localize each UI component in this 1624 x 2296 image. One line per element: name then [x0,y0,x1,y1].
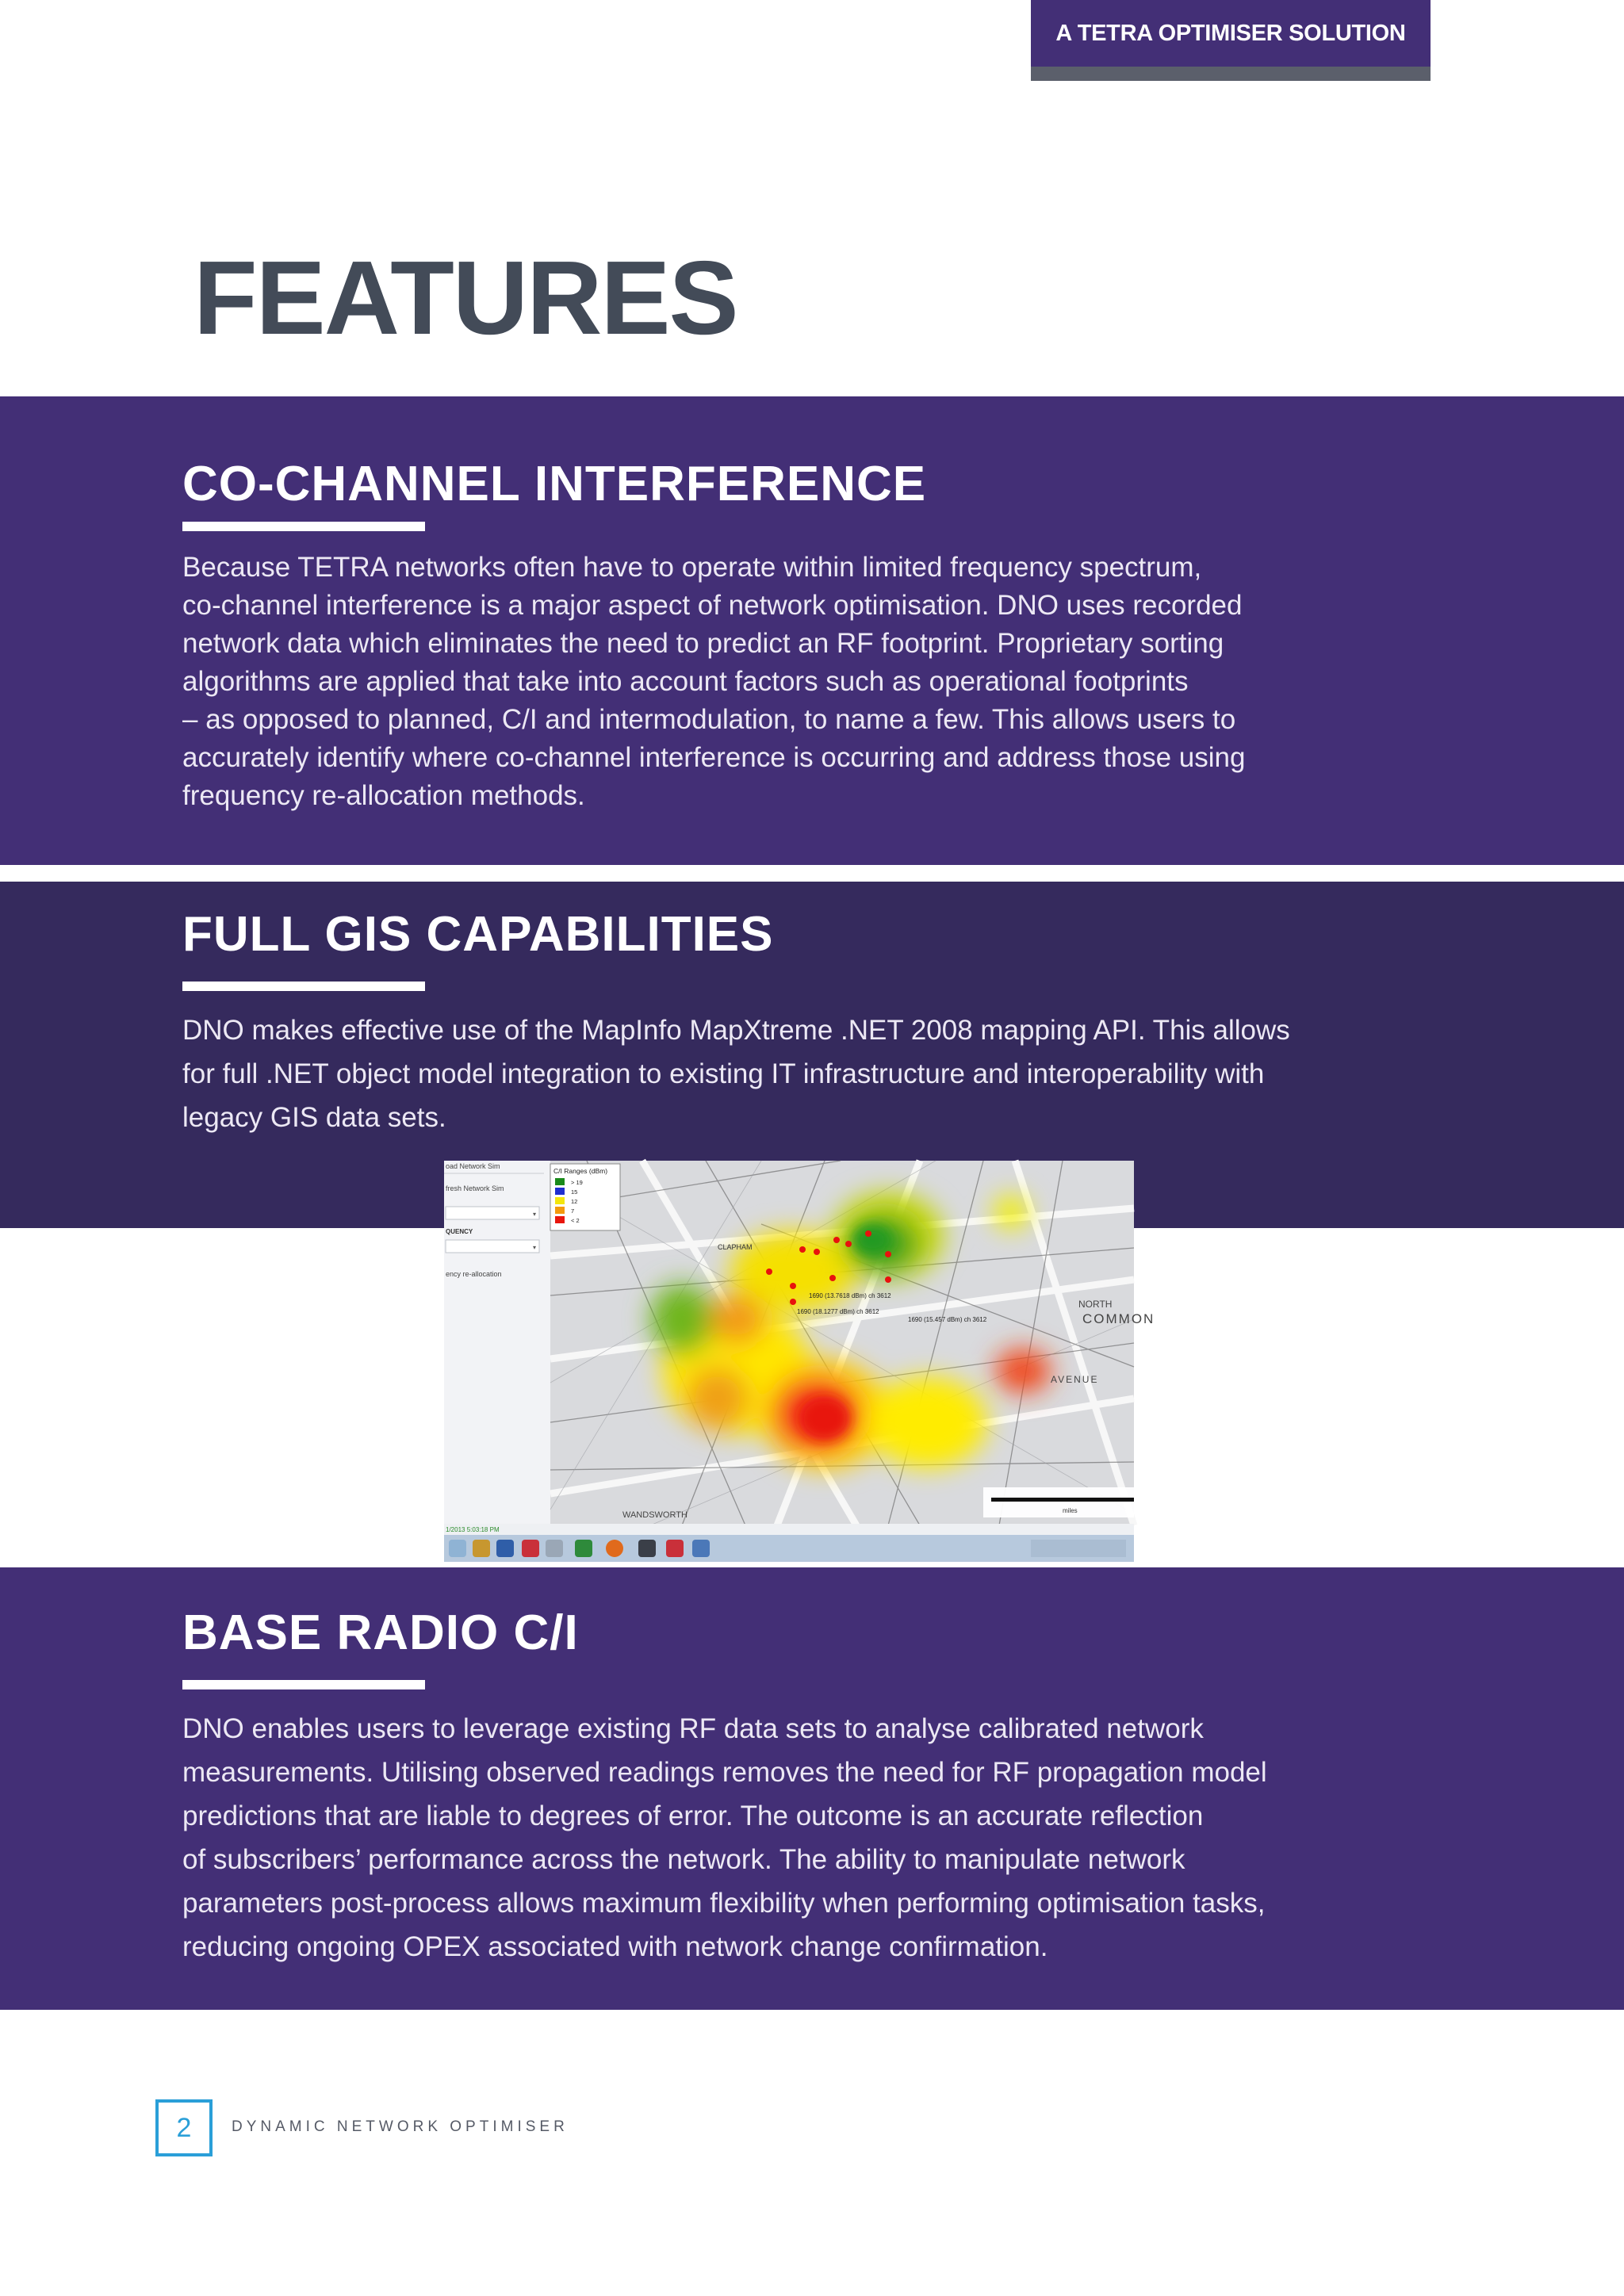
body-line: for full .NET object model integration to existing IT infrastructure and interoperability with [182,1058,1265,1089]
page-title: FEATURES [193,239,737,356]
site-label: 1690 (18.1277 dBm) ch 3612 [797,1308,879,1315]
system-tray [1031,1540,1126,1557]
place-label: NORTH [1078,1299,1113,1310]
panel-dropdown[interactable] [446,1207,539,1219]
svg-text:▾: ▾ [533,1211,537,1218]
section-title: BASE RADIO C/I [182,1605,579,1660]
body-line: legacy GIS data sets. [182,1102,446,1133]
map-scale [983,1487,1134,1517]
legend-swatch [555,1188,565,1195]
body-line: DNO enables users to leverage existing RF data sets to analyse calibrated network [182,1713,1204,1744]
legend-label: < 2 [571,1217,580,1224]
solution-tag: A TETRA OPTIMISER SOLUTION [1031,0,1431,67]
body-line: measurements. Utilising observed readings removes the need for RF propagation model [182,1757,1267,1788]
legend-label: 15 [571,1188,578,1196]
body-line: DNO makes effective use of the MapInfo MapXtreme .NET 2008 mapping API. This allows [182,1015,1290,1046]
section-body [182,1008,1451,1139]
panel-item: QUENCY [446,1228,473,1235]
legend-label: 7 [571,1207,575,1215]
section-title: CO-CHANNEL INTERFERENCE [182,457,927,511]
legend-title: C/I Ranges (dBm) [553,1167,608,1175]
place-label: AVENUE [1051,1374,1099,1385]
legend-label: 12 [571,1198,578,1205]
section-underline [182,522,425,531]
section-underline [182,982,425,991]
panel-item[interactable]: oad Network Sim [446,1162,500,1170]
site-label: 1690 (15.457 dBm) ch 3612 [908,1316,987,1323]
place-label: CLAPHAM [718,1243,753,1251]
body-line: network data which eliminates the need to predict an RF footprint. Proprietary sorting [182,628,1224,659]
body-line: predictions that are liable to degrees of error. The outcome is an accurate reflection [182,1800,1204,1831]
body-line: frequency re-allocation methods. [182,780,585,811]
svg-text:▾: ▾ [533,1244,537,1251]
body-line: algorithms are applied that take into account factors such as operational footprints [182,666,1189,697]
section-underline [182,1680,425,1689]
legend-swatch [555,1197,565,1204]
solution-tag-bar [1031,67,1431,81]
status-text: 1/2013 5:03:18 PM [446,1526,500,1533]
body-line: – as opposed to planned, C/I and intermodulation, to name a few. This allows users to [182,704,1236,735]
place-label: WANDSWORTH [622,1510,688,1520]
body-line: parameters post-process allows maximum flexibility when performing optimisation tasks, [182,1888,1266,1919]
place-label: COMMON [1082,1311,1155,1326]
footer-title: DYNAMIC NETWORK OPTIMISER [232,2118,569,2135]
panel-item[interactable]: ency re-allocation [446,1270,502,1278]
body-line: co-channel interference is a major aspect of network optimisation. DNO uses recorded [182,590,1243,621]
section-body [182,549,1451,815]
legend-swatch [555,1178,565,1185]
body-line: reducing ongoing OPEX associated with network change confirmation. [182,1931,1048,1962]
page-number: 2 [155,2099,213,2156]
status-bar [444,1524,1134,1535]
body-line: accurately identify where co-channel interference is occurring and address those using [182,742,1246,773]
map-view[interactable] [550,1161,1155,1525]
section-co-channel-interference [0,396,1624,865]
section-title: FULL GIS CAPABILITIES [182,907,774,962]
gis-map-screenshot [444,1161,1155,1562]
svg-text:miles: miles [1063,1507,1078,1514]
section-base-radio-ci [0,1567,1624,2010]
map-legend [550,1164,620,1230]
site-label: 1690 (13.7618 dBm) ch 3612 [809,1292,891,1299]
panel-item[interactable]: fresh Network Sim [446,1184,504,1192]
section-body [182,1707,1451,1969]
legend-swatch [555,1216,565,1223]
legend-label: > 19 [571,1179,583,1186]
panel-dropdown[interactable] [446,1240,539,1253]
body-line: Because TETRA networks often have to operate within limited frequency spectrum, [182,552,1202,583]
legend-swatch [555,1207,565,1214]
body-line: of subscribers’ performance across the network. The ability to manipulate network [182,1844,1185,1875]
taskbar-icons[interactable] [449,1540,710,1557]
